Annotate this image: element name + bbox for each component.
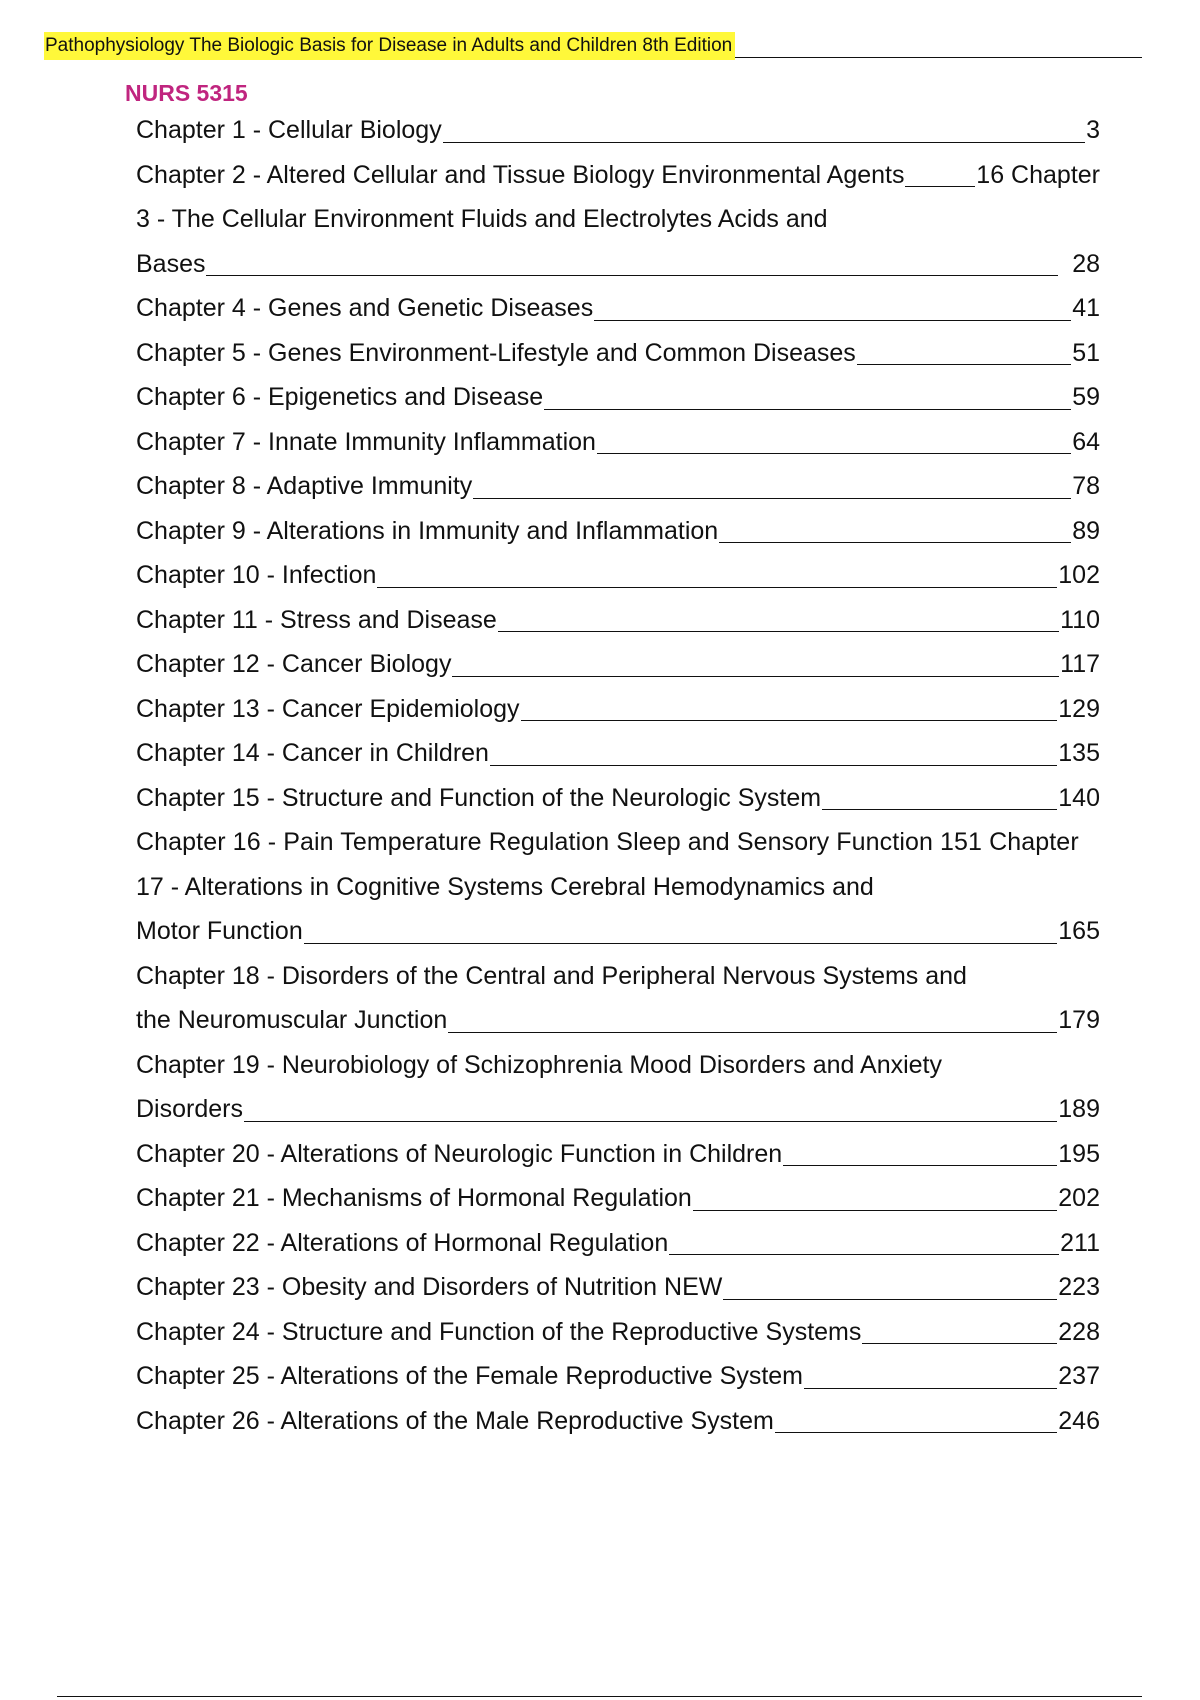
leader-line [206,275,1058,276]
toc-entry-title: Chapter 21 - Mechanisms of Hormonal Regulation [136,1184,692,1212]
toc-entry [136,1087,1100,1132]
toc-page-number: 228 [1058,1317,1100,1346]
leader-line [822,809,1057,810]
toc-page-number: 89 [1072,516,1100,545]
toc-entry-continuation [136,865,1100,910]
toc-entry [136,331,1100,376]
toc-page-number: 78 [1072,472,1100,500]
toc-entry [136,464,1100,509]
toc-entry-title: Chapter 20 - Alterations of Neurologic Function in Children [136,1139,783,1168]
toc-entry-title: the Neuromuscular Junction [136,1006,448,1034]
leader-line [693,1210,1057,1211]
toc-entry [136,1221,1100,1266]
leader-line [719,542,1071,543]
toc-entry [136,1310,1100,1355]
leader-line [490,765,1057,766]
toc-entry [136,998,1100,1043]
toc-page-number: 179 [1058,1006,1100,1034]
document-title: Pathophysiology The Biologic Basis for Disease in Adults and Children 8th Edition [44,32,735,60]
leader-line [521,720,1058,721]
header-rule [735,57,1142,58]
toc-entry-title: Bases [136,249,206,278]
toc-entry [136,553,1100,598]
toc-entry-title: Chapter 15 - Structure and Function of the Neurologic System [136,783,822,812]
toc-page-number: 189 [1058,1095,1100,1123]
leader-line [783,1165,1057,1166]
course-code: NURS 5315 [125,80,248,106]
toc-entry-title: Chapter 10 - Infection [136,561,377,589]
toc-entry-title: Chapter 11 - Stress and Disease [136,605,497,634]
toc-page-number: 165 [1058,917,1100,945]
toc-entry [136,1354,1100,1399]
toc-entry [136,375,1100,420]
leader-line [244,1121,1057,1122]
document-header [44,32,1142,60]
toc-page-number: 59 [1072,383,1100,411]
toc-entry [136,776,1100,821]
toc-page-number: 223 [1058,1273,1100,1301]
toc-page-number: 140 [1058,783,1100,812]
leader-line [857,364,1071,365]
leader-line [452,676,1059,677]
toc-entry-title: Chapter 5 - Genes Environment-Lifestyle and Common Diseases [136,338,856,367]
toc-page-number: 246 [1058,1406,1100,1435]
toc-entry [136,1132,1100,1177]
toc-entry [136,420,1100,465]
footer-rule [57,1696,1142,1697]
toc-entry [136,153,1100,198]
toc-page-number: 102 [1058,561,1100,589]
toc-entry-continuation [136,197,1100,242]
toc-entry-title: Chapter 12 - Cancer Biology [136,650,452,678]
toc-page-number: 110 [1060,605,1100,634]
toc-entry-title: Chapter 9 - Alterations in Immunity and Inflammation [136,516,719,545]
leader-line [669,1254,1059,1255]
leader-line [498,631,1059,632]
toc-entry-title: Chapter 8 - Adaptive Immunity [136,472,473,500]
toc-entry-continuation [136,1043,1100,1088]
toc-entry-title: Chapter 19 - Neurobiology of Schizophrenia Mood Disorders and Anxiety [136,1050,943,1079]
toc-entry [136,909,1100,954]
toc-entry-title: Disorders [136,1095,243,1123]
toc-entry-title: Chapter 6 - Epigenetics and Disease [136,383,544,411]
toc-page-number: 202 [1058,1184,1100,1212]
toc-entry-title: Chapter 25 - Alterations of the Female Reproductive System [136,1362,803,1390]
toc-entry [136,242,1100,287]
leader-line [304,943,1058,944]
toc-entry-title: Chapter 24 - Structure and Function of the Reproductive Systems [136,1317,862,1346]
leader-line [594,320,1071,321]
toc-entry-title: 3 - The Cellular Environment Fluids and Electrolytes Acids and [136,205,828,233]
toc-page-number: 51 [1072,338,1100,367]
toc-entry-title: Chapter 26 - Alterations of the Male Reproductive System [136,1406,774,1435]
toc-entry-title: Chapter 1 - Cellular Biology [136,116,442,144]
toc-entry-title: Chapter 16 - Pain Temperature Regulation Sleep and Sensory Function 151 Chapter [136,828,1079,856]
toc-entry-title: Chapter 18 - Disorders of the Central and Peripheral Nervous Systems and [136,961,967,990]
leader-line [775,1432,1057,1433]
toc-entry-title: Chapter 4 - Genes and Genetic Diseases [136,294,594,322]
toc-page-number: 3 [1086,116,1100,144]
toc-page-number: 41 [1072,294,1100,322]
toc-entry [136,1265,1100,1310]
leader-line [723,1299,1057,1300]
toc-entry [136,642,1100,687]
toc-page-number: 135 [1058,739,1100,767]
toc-entry-continuation [136,954,1100,999]
toc-entry-title: Chapter 2 - Altered Cellular and Tissue Biology Environmental Agents [136,160,905,189]
toc-entry-title: 17 - Alterations in Cognitive Systems Cerebral Hemodynamics and [136,872,874,901]
toc-entry-continuation [136,820,1100,865]
toc-page-number: 211 [1060,1228,1100,1257]
leader-line [448,1032,1057,1033]
toc-entry [136,1176,1100,1221]
toc-entry-title: Chapter 23 - Obesity and Disorders of Nutrition NEW [136,1273,723,1301]
leader-line [862,1343,1057,1344]
toc-page-number: 64 [1072,427,1100,456]
toc-entry [136,286,1100,331]
toc-entry [136,731,1100,776]
toc-page-number: 16 Chapter [976,160,1100,189]
toc-entry [136,108,1100,153]
toc-entry [136,1399,1100,1444]
toc-page-number: 28 [1072,249,1100,278]
toc-page-number: 195 [1058,1139,1100,1168]
toc-entry [136,509,1100,554]
toc-entry-title: Motor Function [136,917,303,945]
leader-line [443,142,1085,143]
leader-line [473,498,1071,499]
leader-line [804,1388,1057,1389]
leader-line [377,587,1057,588]
toc-entry-title: Chapter 13 - Cancer Epidemiology [136,694,520,723]
leader-line [544,409,1071,410]
table-of-contents [136,108,1100,1443]
toc-entry-title: Chapter 22 - Alterations of Hormonal Regulation [136,1228,669,1257]
leader-line [905,186,975,187]
toc-entry-title: Chapter 14 - Cancer in Children [136,739,489,767]
leader-line [597,453,1071,454]
toc-page-number: 117 [1060,650,1100,678]
toc-entry-title: Chapter 7 - Innate Immunity Inflammation [136,427,596,456]
toc-page-number: 237 [1058,1362,1100,1390]
toc-page-number: 129 [1058,694,1100,723]
toc-entry [136,598,1100,643]
toc-entry [136,687,1100,732]
